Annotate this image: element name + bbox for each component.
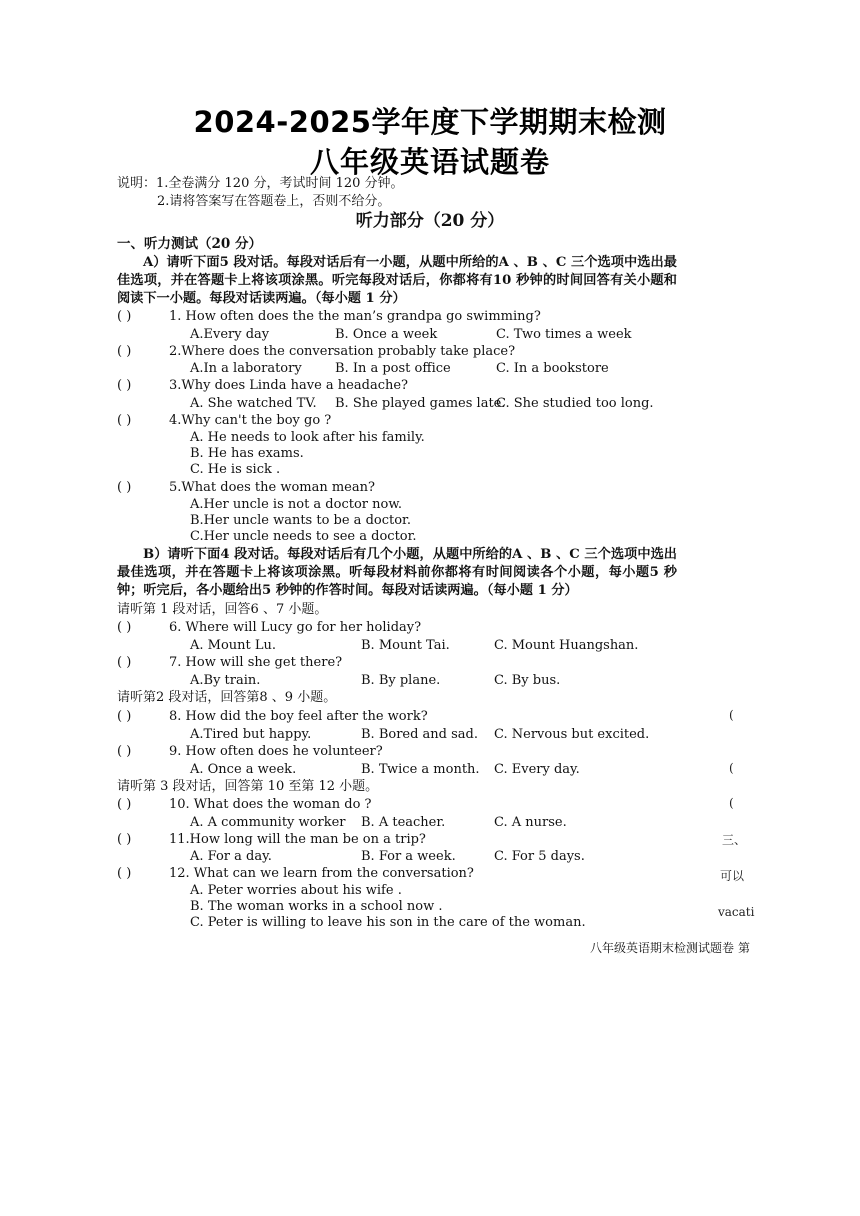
- option-a: A. Peter worries about his wife .: [190, 883, 402, 898]
- question-8: [117, 709, 428, 725]
- question-10: [117, 797, 372, 813]
- question-stem: 4.Why can't the boy go ?: [169, 413, 332, 428]
- option-a: A.Every day: [190, 327, 270, 342]
- option-c: C.Her uncle needs to see a doctor.: [190, 529, 417, 544]
- option-c: C. Every day.: [494, 762, 580, 777]
- option-a: A. He needs to look after his family.: [190, 430, 425, 445]
- option-b: B. In a post office: [335, 361, 451, 376]
- answer-paren: ( ): [117, 309, 132, 324]
- option-b: B. She played games late.: [335, 396, 506, 411]
- option-b: B. He has exams.: [190, 446, 304, 461]
- part-heading: 听力部分（20 分）: [355, 211, 505, 231]
- option-c: C. Mount Huangshan.: [494, 638, 639, 653]
- section-heading: 一、听力测试（20 分）: [117, 236, 262, 252]
- option-b: B. The woman works in a school now .: [190, 899, 443, 914]
- option-a: A.Tired but happy.: [190, 727, 312, 742]
- question-stem: 6. Where will Lucy go for her holiday?: [169, 620, 422, 635]
- question-stem: 5.What does the woman mean?: [169, 480, 375, 495]
- question-stem: 7. How will she get there?: [169, 655, 343, 670]
- question-stem: 10. What does the woman do ?: [169, 797, 372, 812]
- answer-paren: ( ): [117, 413, 132, 428]
- part-b-instruction-text: B）请听下面4 段对话。每段对话后有几个小题，从题中所给的A 、B 、C 三个选项中选出 最佳选项，并在答题卡上将该项涂黑。听每段材料前你都将有时间阅读各个小题，每小题5 秒钟；听完后，各小题给出5 秒钟的作答时间。每段对话读两遍。（每小题 1 分）: [117, 547, 677, 598]
- question-stem: 9. How often does he volunteer?: [169, 744, 383, 759]
- option-c: C. By bus.: [494, 673, 561, 688]
- question-2: [117, 344, 515, 360]
- exam-subtitle: 八年级英语试题卷: [309, 145, 550, 179]
- option-b: B. Mount Tai.: [361, 638, 450, 653]
- option-b: B. Bored and sad.: [361, 727, 479, 742]
- sub-instruction-2: 请听第2 段对话，回答第8 、9 小题。: [117, 690, 337, 705]
- option-c: C. Nervous but excited.: [494, 727, 650, 742]
- option-a: A. She watched TV.: [190, 396, 317, 411]
- option-b: B. A teacher.: [361, 815, 446, 830]
- answer-paren: ( ): [117, 344, 132, 359]
- answer-paren: ( ): [117, 480, 132, 495]
- margin-fragment: 可以: [720, 869, 745, 883]
- option-b: B. For a week.: [361, 849, 456, 864]
- question-stem: 3.Why does Linda have a headache?: [169, 378, 409, 393]
- option-b: B. By plane.: [361, 673, 441, 688]
- answer-paren: ( ): [117, 832, 132, 847]
- option-c: C. Peter is willing to leave his son in the care of the woman.: [190, 915, 586, 930]
- answer-paren: ( ): [117, 378, 132, 393]
- option-c: C. For 5 days.: [494, 849, 585, 864]
- question-11: [117, 832, 426, 848]
- option-b: B. Twice a month.: [361, 762, 480, 777]
- option-c: C. Two times a week: [496, 327, 632, 342]
- option-b: B.Her uncle wants to be a doctor.: [190, 513, 411, 528]
- sub-instruction-1: 请听第 1 段对话，回答6 、7 小题。: [117, 602, 328, 617]
- page-number-fragment: 第: [738, 941, 751, 955]
- option-c: C. In a bookstore: [496, 361, 609, 376]
- exam-title: 2024-2025学年度下学期期末检测: [193, 105, 667, 139]
- question-9: [117, 744, 383, 760]
- option-b: B. Once a week: [335, 327, 438, 342]
- question-12: [117, 866, 474, 882]
- part-a-instruction: [117, 254, 677, 308]
- question-stem: 8. How did the boy feel after the work?: [169, 709, 428, 724]
- option-a: A.Her uncle is not a doctor now.: [190, 497, 403, 512]
- option-a: A. Mount Lu.: [190, 638, 277, 653]
- answer-paren: ( ): [117, 709, 132, 724]
- answer-paren: ( ): [117, 655, 132, 670]
- page-footer: 八年级英语期末检测试题卷: [590, 941, 735, 955]
- part-a-instruction-text: A）请听下面5 段对话。每段对话后有一小题，从题中所给的A 、B 、C 三个选项中选出最 佳选项，并在答题卡上将该项涂黑。听完每段对话后，你都将有10 秒钟的时间回答有关小题和 阅读下一小题。每段对话读两遍。（每小题 1 分）: [117, 255, 677, 306]
- option-a: A.In a laboratory: [190, 361, 302, 376]
- option-c: C. A nurse.: [494, 815, 567, 830]
- option-a: A. Once a week.: [190, 762, 297, 777]
- option-c: C. He is sick .: [190, 462, 281, 477]
- option-c: C. She studied too long.: [496, 396, 654, 411]
- sub-instruction-3: 请听第 3 段对话，回答第 10 至第 12 小题。: [117, 779, 379, 794]
- question-stem: 2.Where does the conversation probably take place?: [169, 344, 516, 359]
- margin-fragment: (: [729, 796, 734, 810]
- question-4: [117, 413, 331, 429]
- margin-fragment: vacati: [718, 905, 755, 919]
- question-3: [117, 378, 408, 394]
- answer-paren: ( ): [117, 866, 132, 881]
- answer-paren: ( ): [117, 744, 132, 759]
- part-b-instruction: [117, 546, 677, 600]
- option-a: A. A community worker: [190, 815, 346, 830]
- margin-fragment: (: [729, 708, 734, 722]
- question-5: [117, 480, 375, 496]
- answer-paren: ( ): [117, 797, 132, 812]
- option-a: A.By train.: [190, 673, 261, 688]
- margin-fragment: 三、: [722, 833, 747, 847]
- question-stem: 1. How often does the the man’s grandpa go swimming?: [169, 309, 541, 324]
- margin-fragment: (: [729, 761, 734, 775]
- answer-paren: ( ): [117, 620, 132, 635]
- question-1: [117, 309, 541, 325]
- option-a: A. For a day.: [190, 849, 272, 864]
- question-6: [117, 620, 421, 636]
- note-line-2: 2.请将答案写在答题卷上，否则不给分。: [157, 194, 391, 209]
- question-stem: 12. What can we learn from the conversation?: [169, 866, 474, 881]
- question-stem: 11.How long will the man be on a trip?: [169, 832, 426, 847]
- question-7: [117, 655, 342, 671]
- note-line-1: 说明：1.全卷满分 120 分，考试时间 120 分钟。: [117, 176, 404, 191]
